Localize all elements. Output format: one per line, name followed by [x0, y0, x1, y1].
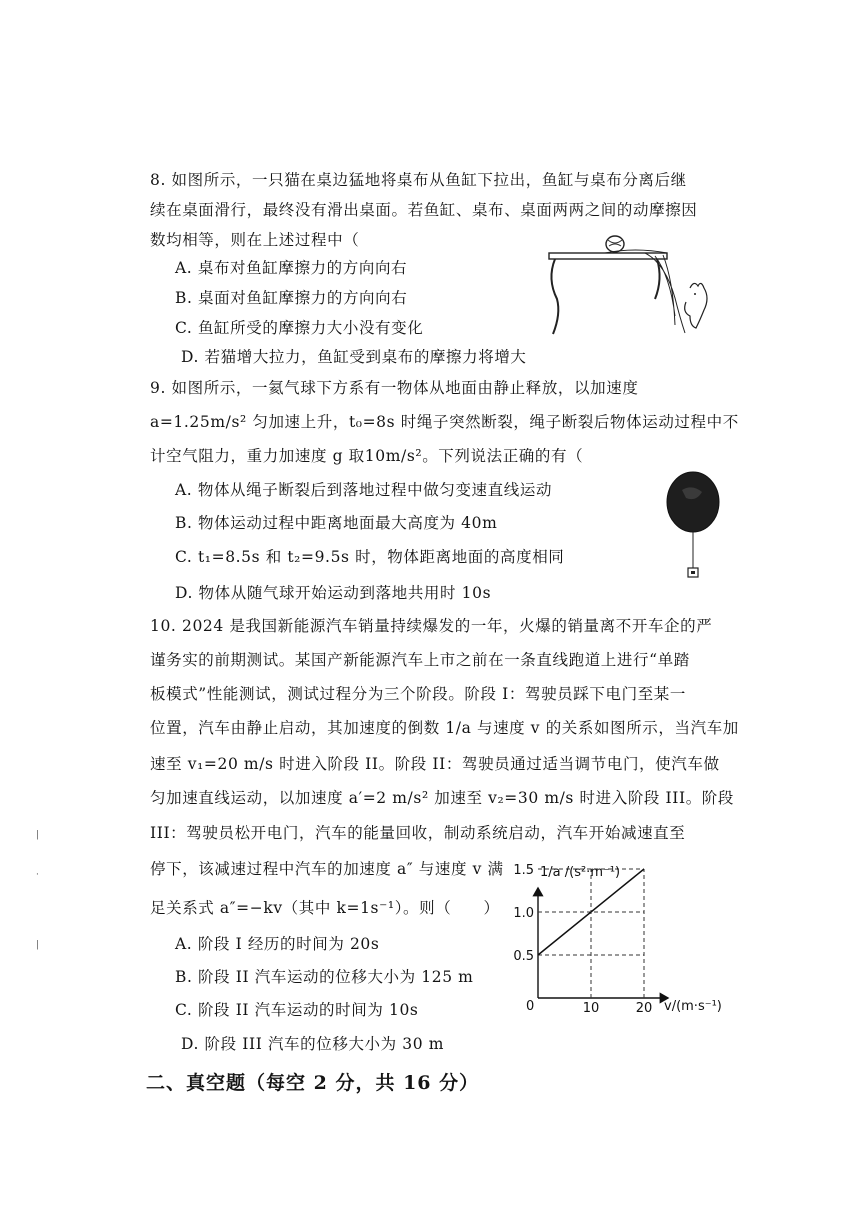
y-axis-label: 1/a /(s²·m⁻¹) [540, 865, 621, 880]
q10-option-b: B. 阶段 II 汽车运动的位移大小为 125 m [175, 968, 474, 986]
q9-line-3: 计空气阻力，重力加速度 g 取10m/s²。下列说法正确的有（ [150, 447, 584, 465]
origin-label: 0 [526, 999, 535, 1014]
q9-option-b: B. 物体运动过程中距离地面最大高度为 40m [175, 514, 498, 532]
q10-option-c: C. 阶段 II 汽车运动的时间为 10s [175, 1001, 419, 1019]
q10-line-2: 谨务实的前期测试。某国产新能源汽车上市之前在一条直线跑道上进行“单踏 [150, 651, 690, 669]
q8-option-a: A. 桌布对鱼缸摩擦力的方向向右 [175, 259, 408, 277]
q10-line-9: 足关系式 a″=−kv（其中 k=1s⁻¹）。则（ ） [150, 899, 500, 917]
y-tick-label: 1.0 [513, 906, 534, 921]
x-tick-label: 10 [582, 1001, 600, 1016]
q8-option-d: D. 若猫增大拉力，鱼缸受到桌布的摩擦力将增大 [181, 348, 527, 366]
section-2-title: 二、真空题（每空 2 分，共 16 分） [146, 1072, 480, 1094]
q9-option-c: C. t₁=8.5s 和 t₂=9.5s 时，物体距离地面的高度相同 [175, 548, 565, 566]
q9-line-1: 9. 如图所示，一氦气球下方系有一物体从地面由静止释放，以加速度 [150, 379, 639, 397]
q10-line-1: 10. 2024 是我国新能源汽车销量持续爆发的一年，火爆的销量离不开车企的严 [150, 617, 713, 635]
q10-line-3: 板模式”性能测试，测试过程分为三个阶段。阶段 I：驾驶员踩下电门至某一 [150, 685, 686, 703]
x-axis-label: v/(m·s⁻¹) [664, 999, 722, 1014]
q10-line-8: 停下，该减速过程中汽车的加速度 a″ 与速度 v 满 [150, 860, 504, 878]
y-tick-label: 1.5 [513, 863, 534, 878]
q10-line-5: 速至 v₁=20 m/s 时进入阶段 II。阶段 II：驾驶员通过适当调节电门，使汽车做 [150, 755, 720, 773]
y-tick-label: 0.5 [513, 949, 534, 964]
q9-balloon-figure [660, 470, 730, 585]
q8-option-b: B. 桌面对鱼缸摩擦力的方向向右 [175, 289, 408, 307]
q8-line-3: 数均相等，则在上述过程中（ [150, 231, 360, 249]
q8-line-2: 续在桌面滑行，最终没有滑出桌面。若鱼缸、桌布、桌面两两之间的动摩擦因 [150, 201, 698, 219]
q9-option-d: D. 物体从随气球开始运动到落地共用时 10s [175, 584, 492, 602]
q8-line-1: 8. 如图所示，一只猫在桌边猛地将桌布从鱼缸下拉出，鱼缸与桌布分离后继 [150, 171, 687, 189]
q10-option-a: A. 阶段 I 经历的时间为 20s [175, 935, 380, 953]
q10-line-6: 匀加速直线运动，以加速度 a′=2 m/s² 加速至 v₂=30 m/s 时进入阶段 III。阶段 [150, 789, 735, 807]
q10-line-4: 位置，汽车由静止启动，其加速度的倒数 1/a 与速度 v 的关系如图所示，当汽车加 [150, 719, 739, 737]
q8-option-c: C. 鱼缸所受的摩擦力大小没有变化 [175, 319, 424, 337]
q10-line-7: III：驾驶员松开电门，汽车的能量回收，制动系统启动，汽车开始减速直至 [150, 824, 686, 842]
q9-option-a: A. 物体从绳子断裂后到落地过程中做匀变速直线运动 [175, 481, 553, 499]
q9-line-2: a=1.25m/s² 匀加速上升，t₀=8s 时绳子突然断裂，绳子断裂后物体运动过程中不 [150, 413, 739, 431]
q10-option-d: D. 阶段 III 汽车的位移大小为 30 m [181, 1035, 445, 1053]
q10-graph [500, 850, 740, 1030]
q8-table-cat-figure [545, 228, 725, 338]
x-tick-label: 20 [635, 1001, 653, 1016]
